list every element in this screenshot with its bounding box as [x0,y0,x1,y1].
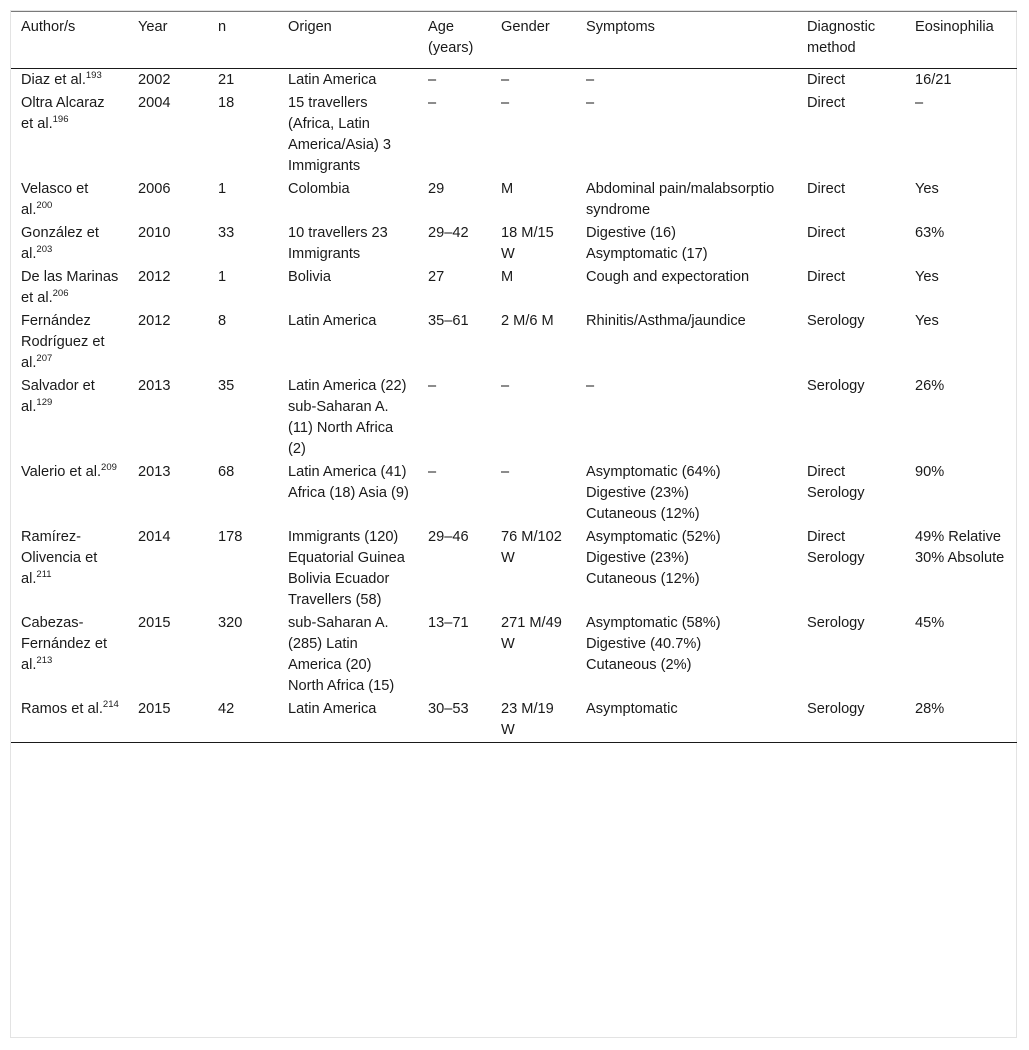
cell-age: 29–46 [428,529,469,545]
cell-diagnostic [797,266,905,310]
cell-diagnostic [797,698,905,743]
cell-eosinophilia-line: Yes [915,269,939,285]
cell-symptoms [576,310,797,375]
author-name: Velasco et al. [21,181,89,218]
cell-age: 30–53 [428,701,469,717]
cell-n: 35 [218,378,235,394]
cell-symptoms-line: Rhinitis/Asthma/jaundice [586,313,746,329]
cell-eosinophilia [905,178,1017,222]
cell-year: 2002 [138,72,171,88]
header-year: Year [138,19,168,35]
cell-eosinophilia [905,92,1017,178]
cell-origin: Latin America [288,72,377,88]
cell-diagnostic [797,92,905,178]
cell-diagnostic [797,178,905,222]
cell-origin: Latin America [288,313,377,329]
cell-n: 320 [218,615,243,631]
cell-eosinophilia-line: – [915,95,924,111]
cell-gender: 76 M/102 W [501,529,562,566]
cell-n: 1 [218,269,227,285]
cell-origin: Latin America (41) Africa (18) Asia (9) [288,464,409,501]
table-body [11,69,1017,743]
header-eosinophilia: Eosinophilia [915,19,994,35]
cell-age: – [428,72,437,88]
cell-author [11,375,128,461]
cell-author [11,461,128,526]
header-origin: Origen [288,19,332,35]
cell-eosinophilia [905,310,1017,375]
author-name: Ramírez-Olivencia et al. [21,529,98,587]
cell-origin: Latin America [288,701,377,717]
cell-author [11,69,128,93]
reference-number: 207 [36,353,53,364]
cell-symptoms-line: Digestive (23%) [586,485,690,501]
table-row [11,266,1017,310]
cell-origin: sub-Saharan A. (285) Latin America (20) North Africa (15) [288,615,395,694]
cell-age: – [428,378,437,394]
cell-author [11,266,128,310]
table-row [11,222,1017,266]
header-n: n [218,19,227,35]
cell-year: 2015 [138,701,171,717]
cell-diagnostic-line: Serology [807,550,865,566]
cell-diagnostic-line: Direct [807,269,846,285]
cell-eosinophilia-line: 90% [915,464,945,480]
cell-diagnostic [797,69,905,93]
reference-number: 213 [36,655,53,666]
cell-age: – [428,95,437,111]
cell-symptoms [576,266,797,310]
cell-diagnostic [797,612,905,698]
cell-age: 27 [428,269,445,285]
cell-n: 8 [218,313,227,329]
cell-author [11,612,128,698]
cell-symptoms [576,526,797,612]
cell-symptoms [576,92,797,178]
cell-gender: – [501,95,510,111]
cell-n: 18 [218,95,235,111]
cell-eosinophilia-line: 45% [915,615,945,631]
cell-eosinophilia [905,526,1017,612]
reference-number: 206 [52,288,69,299]
author-name: Fernández Rodríguez et al. [21,313,105,371]
cell-diagnostic [797,375,905,461]
cell-symptoms-line: – [586,95,595,111]
cell-age: – [428,464,437,480]
table-row [11,461,1017,526]
cell-symptoms-line: Cutaneous (12%) [586,506,700,522]
header-author: Author/s [21,19,76,35]
cell-diagnostic-line: Serology [807,615,865,631]
cell-symptoms-line: Asymptomatic (58%) [586,615,721,631]
cell-year: 2006 [138,181,171,197]
cell-symptoms-line: Digestive (16) [586,225,677,241]
cell-gender: 23 M/19 W [501,701,554,738]
cell-eosinophilia [905,266,1017,310]
cell-author [11,92,128,178]
author-name: Ramos et al. [21,701,103,717]
reference-number: 196 [52,114,69,125]
cell-diagnostic-line: Direct [807,181,846,197]
cell-eosinophilia [905,222,1017,266]
cell-eosinophilia [905,69,1017,93]
cell-gender: 18 M/15 W [501,225,554,262]
reference-number: 129 [36,397,53,408]
cell-age: 13–71 [428,615,469,631]
author-name: Salvador et al. [21,378,95,415]
author-name: Valerio et al. [21,464,102,480]
cell-origin: 10 travellers 23 Immigrants [288,225,388,262]
cell-gender: – [501,464,510,480]
cell-symptoms-line: Asymptomatic (52%) [586,529,721,545]
cell-author [11,698,128,743]
cell-eosinophilia [905,698,1017,743]
reference-number: 214 [102,699,119,710]
cell-gender: – [501,72,510,88]
cell-symptoms-line: Cutaneous (2%) [586,657,692,673]
cell-diagnostic-line: Serology [807,485,865,501]
cell-diagnostic-line: Direct [807,225,846,241]
cell-year: 2012 [138,269,171,285]
cell-symptoms-line: Asymptomatic (17) [586,246,708,262]
cell-symptoms [576,222,797,266]
cell-symptoms [576,461,797,526]
cell-author [11,178,128,222]
table-row [11,178,1017,222]
cell-diagnostic [797,526,905,612]
cell-symptoms-line: Abdominal pain/malabsorptio syndrome [586,181,775,218]
cell-origin: Latin America (22) sub-Saharan A. (11) North Africa (2) [288,378,407,457]
cell-eosinophilia-line: 63% [915,225,945,241]
cell-symptoms [576,178,797,222]
author-name: Diaz et al. [21,72,86,88]
table-row [11,612,1017,698]
author-name: Oltra Alcaraz et al. [21,95,105,132]
cell-year: 2012 [138,313,171,329]
header-symptoms: Symptoms [586,19,655,35]
cell-eosinophilia-line: 30% Absolute [915,550,1005,566]
cell-diagnostic-line: Serology [807,378,865,394]
cell-symptoms-line: – [586,378,595,394]
cell-year: 2004 [138,95,171,111]
reference-number: 200 [36,200,53,211]
cell-eosinophilia-line: 49% Relative [915,529,1001,545]
cell-diagnostic-line: Direct [807,72,846,88]
table-row [11,69,1017,93]
cell-gender: 2 M/6 M [501,313,554,329]
cell-origin: Immigrants (120) Equatorial Guinea Bolivia Ecuador Travellers (58) [288,529,405,608]
cell-age: 29 [428,181,445,197]
cell-diagnostic-line: Direct [807,529,846,545]
cell-origin: 15 travellers (Africa, Latin America/Asia) 3 Immigrants [288,95,391,174]
cell-gender: 271 M/49 W [501,615,562,652]
cell-eosinophilia [905,375,1017,461]
cell-diagnostic [797,222,905,266]
cell-author [11,222,128,266]
cell-eosinophilia [905,612,1017,698]
cell-author [11,310,128,375]
reference-number: 203 [36,244,53,255]
cell-diagnostic-line: Direct [807,95,846,111]
cell-eosinophilia-line: 28% [915,701,945,717]
cell-year: 2013 [138,378,171,394]
reference-number: 211 [36,569,52,580]
cell-symptoms-line: Asymptomatic [586,701,678,717]
cell-symptoms [576,375,797,461]
cell-year: 2014 [138,529,171,545]
cell-eosinophilia-line: Yes [915,181,939,197]
cell-diagnostic [797,310,905,375]
cell-year: 2015 [138,615,171,631]
cell-eosinophilia-line: 16/21 [915,72,952,88]
cell-origin: Colombia [288,181,350,197]
cell-author [11,526,128,612]
cell-symptoms [576,698,797,743]
cell-gender: M [501,269,514,285]
cell-symptoms-line: Cough and expectoration [586,269,750,285]
cell-eosinophilia [905,461,1017,526]
cell-diagnostic-line: Serology [807,313,865,329]
reference-number: 193 [85,70,102,81]
cell-age: 35–61 [428,313,469,329]
cell-diagnostic-line: Direct [807,464,846,480]
table-row [11,375,1017,461]
author-name: De las Marinas et al. [21,269,119,306]
cell-eosinophilia-line: 26% [915,378,945,394]
cell-symptoms-line: Digestive (23%) [586,550,690,566]
cell-symptoms-line: Digestive (40.7%) [586,636,702,652]
cell-symptoms-line: Asymptomatic (64%) [586,464,721,480]
author-name: Cabezas-Fernández et al. [21,615,107,673]
studies-table [11,11,1017,743]
cell-eosinophilia-line: Yes [915,313,939,329]
cell-n: 68 [218,464,235,480]
table-row [11,92,1017,178]
author-name: González et al. [21,225,99,262]
cell-gender: – [501,378,510,394]
header-age: Age (years) [428,19,474,56]
header-diagnostic: Diagnostic method [807,19,876,56]
cell-year: 2010 [138,225,171,241]
cell-n: 178 [218,529,243,545]
cell-gender: M [501,181,514,197]
cell-n: 33 [218,225,235,241]
cell-symptoms [576,612,797,698]
cell-n: 42 [218,701,235,717]
cell-age: 29–42 [428,225,469,241]
cell-n: 1 [218,181,227,197]
cell-symptoms-line: Cutaneous (12%) [586,571,700,587]
reference-number: 209 [101,462,117,473]
cell-symptoms-line: – [586,72,595,88]
cell-diagnostic [797,461,905,526]
table-row [11,310,1017,375]
table-row [11,698,1017,743]
cell-n: 21 [218,72,235,88]
header-row [11,12,1017,69]
cell-diagnostic-line: Serology [807,701,865,717]
cell-origin: Bolivia [288,269,331,285]
cell-year: 2013 [138,464,171,480]
header-gender: Gender [501,19,550,35]
table-row [11,526,1017,612]
cell-symptoms [576,69,797,93]
